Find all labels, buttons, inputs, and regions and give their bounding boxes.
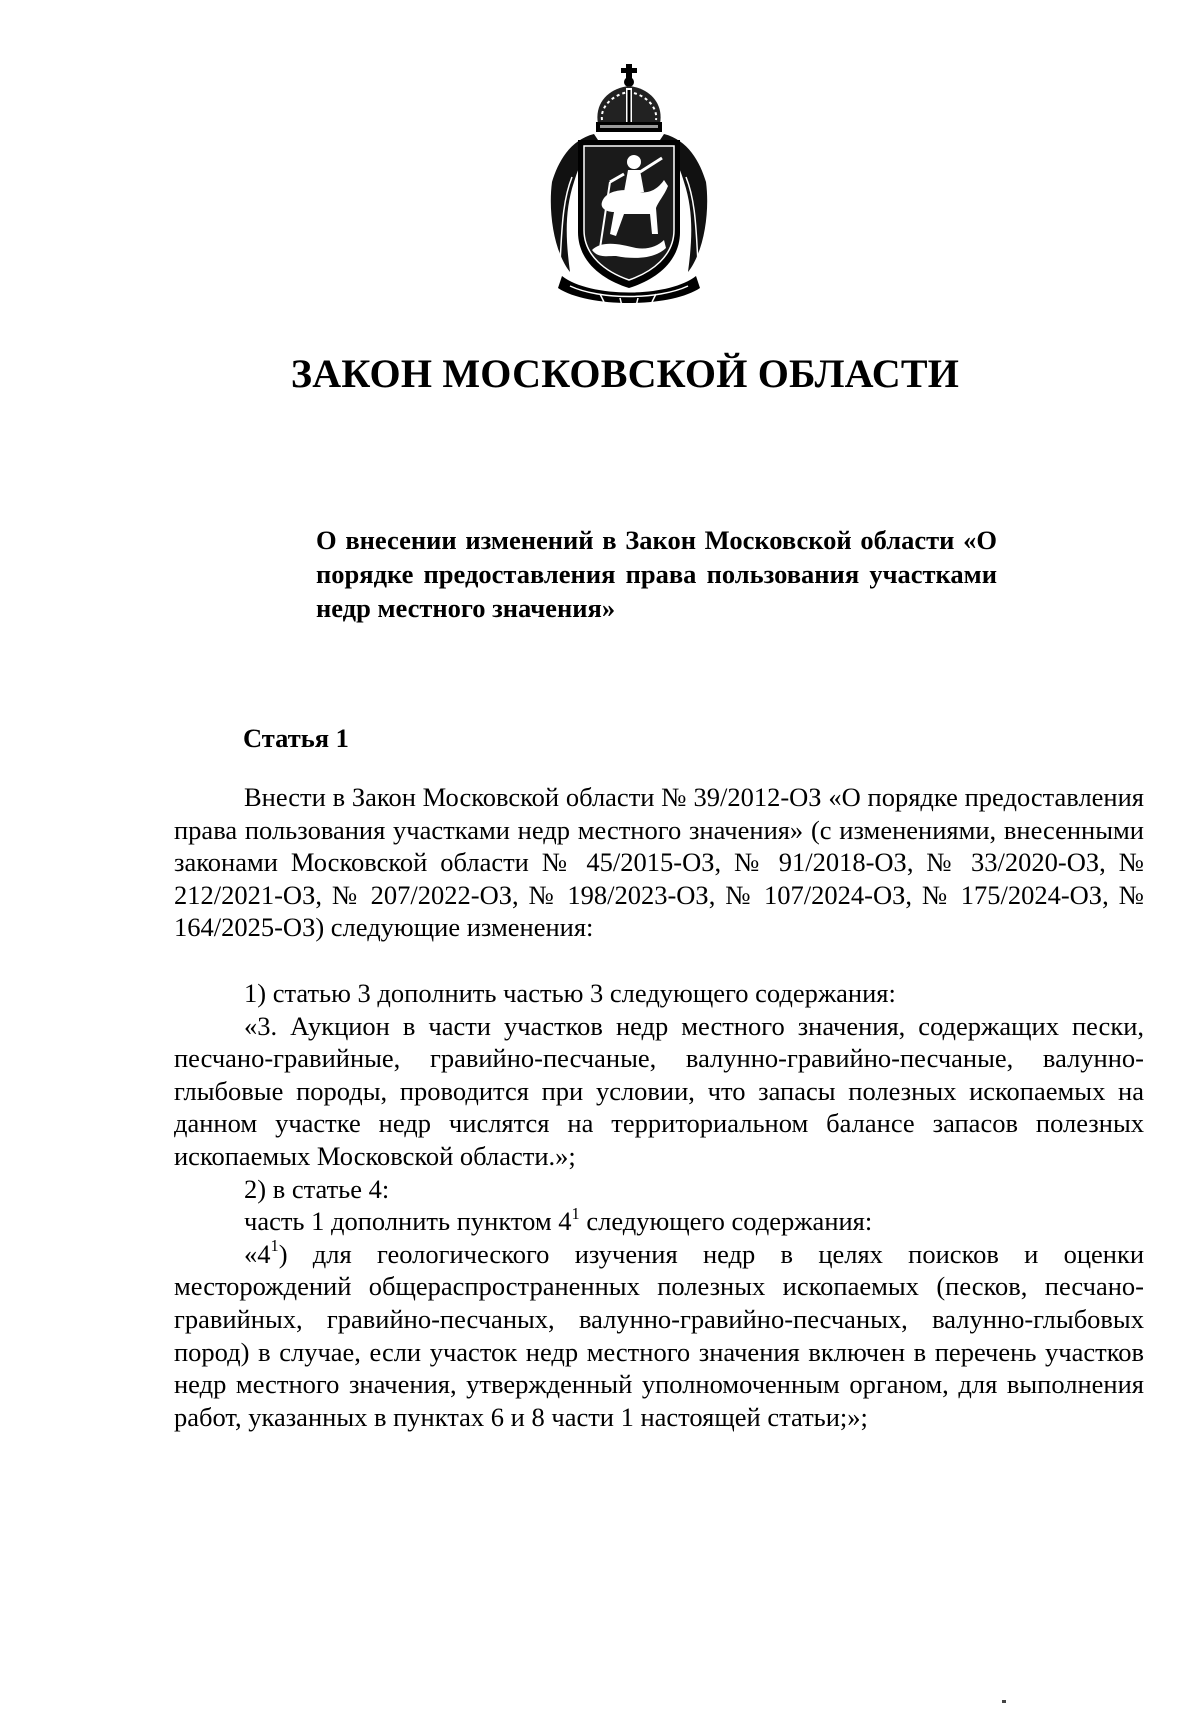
item-2-part-paragraph [174, 1205, 1144, 1238]
intro-paragraph: Внести в Закон Московской области № 39/2012-ОЗ «О порядке предоставления права пользования участками недр местного значения» (с изменениями, внесенными законами Московской области № 45/2015-ОЗ, № 91/2018-ОЗ, № 33/2020-ОЗ, № 212/2021-ОЗ, № 207/2022-ОЗ, № 198/2023-ОЗ, № 107/2024-ОЗ, № 175/2024-ОЗ, № 164/2025-ОЗ) следующие изменения: [174, 782, 1144, 943]
item-2-paragraph: 2) в статье 4: [244, 1173, 390, 1204]
coat-of-arms-icon [540, 62, 718, 312]
item-2-part-sup: 1 [571, 1203, 580, 1223]
intro-block [174, 781, 1144, 944]
article-heading: Статья 1 [243, 723, 349, 753]
item-2-part-post: следующего содержания: [579, 1206, 873, 1237]
item-2-part-pre: часть 1 дополнить пунктом 4 [244, 1206, 572, 1237]
amendments-block [174, 977, 1144, 1433]
item-1-paragraph: 1) статью 3 дополнить частью 3 следующего содержания: [244, 978, 896, 1008]
item-1-quote-paragraph: «3. Аукцион в части участков недр местного значения, содержащих пески, песчано-гравийные, гравийно-песчаные, валунно-гравийно-песчаные, валунно-глыбовые породы, проводится при условии, что запасы полезных ископаемых на данном участке недр числятся на территориальном балансе запасов полезных ископаемых Московской области.»; [174, 1010, 1144, 1171]
item-2-quote-paragraph [174, 1238, 1144, 1434]
page-title: ЗАКОН МОСКОВСКОЙ ОБЛАСТИ [290, 351, 960, 396]
item-2-quote-rest: ) для геологического изучения недр в целях поисков и оценки месторождений общераспространенных полезных ископаемых (песков, песчано-гравийных, гравийно-песчаных, валунно-гравийно-песчаных, валунно-глыбовых пород) в случае, если участок недр местного значения включен в перечень участков недр местного значения, утвержденный уполномоченным органом, для выполнения работ, указанных в пунктах 6 и 8 части 1 настоящей статьи;»; [174, 1238, 1144, 1432]
law-subject: О внесении изменений в Закон Московской области «О порядке предоставления права пользования участками недр местного значения» [316, 525, 997, 623]
item-2-quote-sup: 1 [270, 1236, 279, 1256]
item-2-quote-open: «4 [244, 1238, 271, 1269]
scan-speck [1002, 1700, 1006, 1703]
